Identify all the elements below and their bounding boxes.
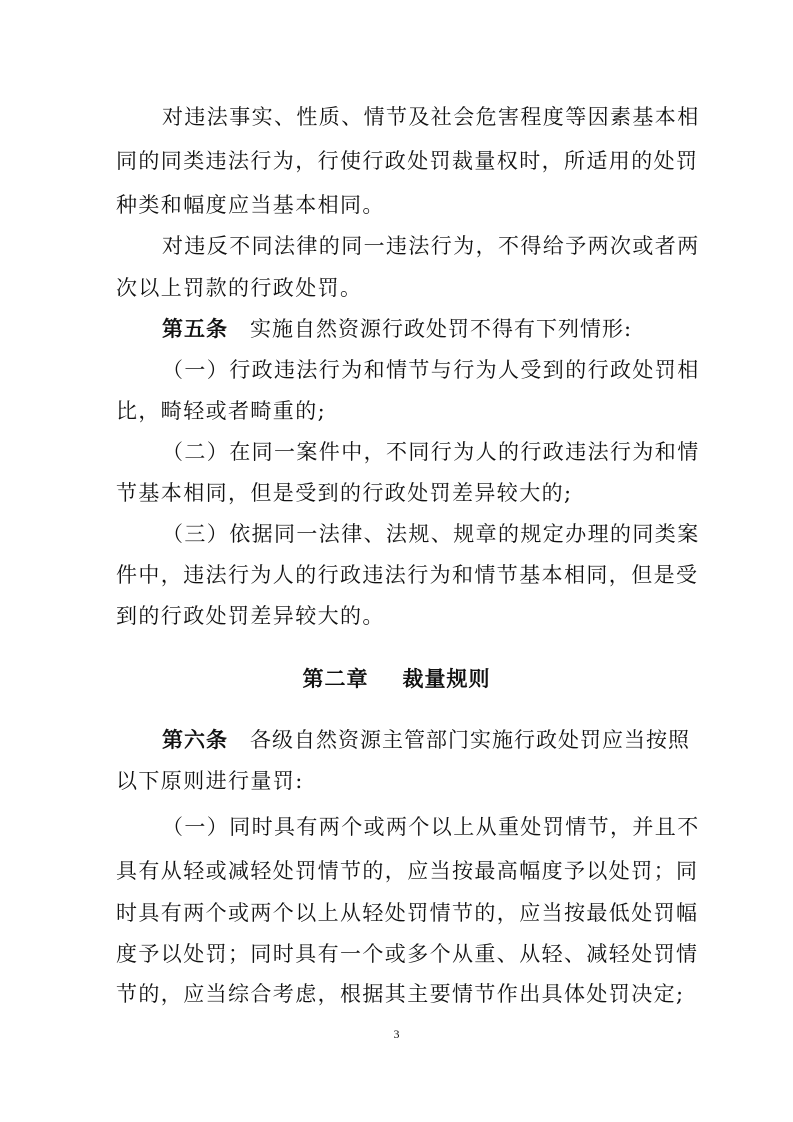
chapter-heading: [0, 664, 793, 694]
article-text: 实施自然资源行政处罚不得有下列情形:: [250, 317, 633, 341]
list-item-line: 度予以处罚；同时具有一个或多个从重、从轻、减轻处罚情: [116, 942, 699, 966]
article-text: 各级自然资源主管部门实施行政处罚应当按照: [250, 728, 690, 752]
list-item-line: 时具有两个或两个以上从轻处罚情节的，应当按最低处罚幅: [116, 901, 699, 925]
list-item-line: （二）在同一案件中，不同行为人的行政违法行为和情: [162, 440, 700, 464]
list-item-line: 具有从轻或减轻处罚情节的，应当按最高幅度予以处罚；同: [116, 859, 699, 883]
article-5-heading-line: [162, 314, 688, 344]
paragraph-line: 对违法事实、性质、情节及社会危害程度等因素基本相: [162, 105, 700, 129]
chapter-title: 裁量规则: [402, 667, 491, 691]
list-item-line: 比，畸轻或者畸重的;: [116, 399, 327, 423]
chapter-number: 第二章: [302, 667, 369, 691]
list-item-line: （一）同时具有两个或两个以上从重处罚情节，并且不: [162, 815, 700, 839]
article-label: 第五条: [162, 317, 228, 341]
list-item-line: 件中，违法行为人的行政违法行为和情节基本相同，但是受: [116, 563, 699, 587]
paragraph-line: 种类和幅度应当基本相同。: [116, 193, 385, 217]
list-item-line: 节基本相同，但是受到的行政处罚差异较大的;: [116, 481, 573, 505]
article-6-heading-line: [162, 725, 688, 755]
list-item-line: 节的，应当综合考虑，根据其主要情节作出具体处罚决定;: [116, 982, 685, 1006]
paragraph-line: 次以上罚款的行政处罚。: [116, 276, 363, 300]
paragraph-line: 以下原则进行量罚:: [116, 769, 304, 793]
paragraph-line: 对违反不同法律的同一违法行为，不得给予两次或者两: [162, 234, 700, 258]
list-item-line: 到的行政处罚差异较大的。: [116, 604, 385, 628]
list-item-line: （一）行政违法行为和情节与行为人受到的行政处罚相: [162, 358, 700, 382]
article-label: 第六条: [162, 728, 228, 752]
page-number: 3: [393, 1027, 400, 1041]
paragraph-line: 同的同类违法行为，行使行政处罚裁量权时，所适用的处罚: [116, 149, 699, 173]
list-item-line: （三）依据同一法律、法规、规章的规定办理的同类案: [162, 522, 700, 546]
